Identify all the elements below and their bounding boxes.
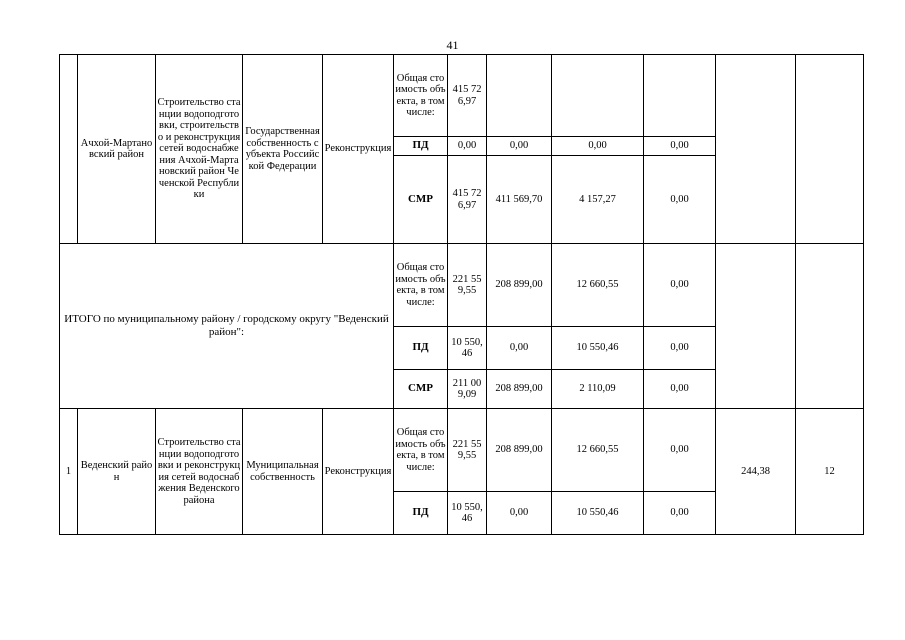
- table-row: [60, 409, 864, 492]
- funding-value: 12 660,55: [552, 244, 644, 327]
- total-cost: 10 550,46: [448, 327, 487, 370]
- stage-label: Общая стоимость объекта, в том числе:: [394, 244, 448, 327]
- funding-value: 0,00: [644, 370, 716, 409]
- total-cost: 221 559,55: [448, 244, 487, 327]
- capacity-cell: [716, 244, 796, 409]
- funding-value: [487, 55, 552, 137]
- funding-value: 4 157,27: [552, 156, 644, 244]
- page-number: 41: [446, 38, 459, 52]
- total-cost: 211 009,09: [448, 370, 487, 409]
- funding-value: 0,00: [487, 137, 552, 156]
- funding-value: 208 899,00: [487, 244, 552, 327]
- funding-value: 208 899,00: [487, 370, 552, 409]
- total-cost: 221 559,55: [448, 409, 487, 492]
- table-row: [60, 55, 864, 137]
- stage-label: Общая стоимость объекта, в том числе:: [394, 409, 448, 492]
- stage-label: ПД: [394, 137, 448, 156]
- funding-value: [644, 55, 716, 137]
- count-cell: [796, 244, 864, 409]
- funding-value: 0,00: [644, 137, 716, 156]
- stage-label: Общая стоимость объекта, в том числе:: [394, 55, 448, 137]
- funding-value: 0,00: [644, 409, 716, 492]
- count-cell: [796, 55, 864, 244]
- count-value: 12: [796, 409, 864, 535]
- row-number: 1: [60, 409, 78, 535]
- funding-value: 2 110,09: [552, 370, 644, 409]
- funding-value: [552, 55, 644, 137]
- district-name: Веденский район: [78, 409, 156, 535]
- stage-label: СМР: [394, 370, 448, 409]
- district-name: Ачхой-Мартановский район: [78, 55, 156, 244]
- stage-label: ПД: [394, 327, 448, 370]
- funding-value: 10 550,46: [552, 492, 644, 535]
- ownership-form: Государственная собственность субъекта Российской Федерации: [243, 55, 323, 244]
- capacity-cell: [716, 55, 796, 244]
- funding-value: 0,00: [487, 492, 552, 535]
- funding-value: 0,00: [644, 156, 716, 244]
- funding-value: 0,00: [487, 327, 552, 370]
- funding-value: 0,00: [644, 327, 716, 370]
- funding-value: 208 899,00: [487, 409, 552, 492]
- table-row: [60, 244, 864, 327]
- stage-label: СМР: [394, 156, 448, 244]
- funding-value: 0,00: [644, 492, 716, 535]
- row-number: [60, 55, 78, 244]
- object-name: Строительство станции водоподготовки и реконструкция сетей водоснабжения Веденского района: [156, 409, 243, 535]
- subtotal-label: ИТОГО по муниципальному району / городскому округу "Веденский район":: [60, 244, 394, 409]
- work-type: Реконструкция: [323, 55, 394, 244]
- ownership-form: Муниципальная собственность: [243, 409, 323, 535]
- funding-value: 12 660,55: [552, 409, 644, 492]
- total-cost: 0,00: [448, 137, 487, 156]
- capacity-value: 244,38: [716, 409, 796, 535]
- total-cost: 10 550,46: [448, 492, 487, 535]
- total-cost: 415 726,97: [448, 156, 487, 244]
- total-cost: 415 726,97: [448, 55, 487, 137]
- work-type: Реконструкция: [323, 409, 394, 535]
- funding-value: 0,00: [644, 244, 716, 327]
- funding-value: 0,00: [552, 137, 644, 156]
- funding-value: 10 550,46: [552, 327, 644, 370]
- object-name: Строительство станции водоподготовки, строительство и реконструкция сетей водоснабжения Ачхой-Мартановский район Чеченской Республики: [156, 55, 243, 244]
- stage-label: ПД: [394, 492, 448, 535]
- investment-table: [59, 54, 864, 535]
- funding-value: 411 569,70: [487, 156, 552, 244]
